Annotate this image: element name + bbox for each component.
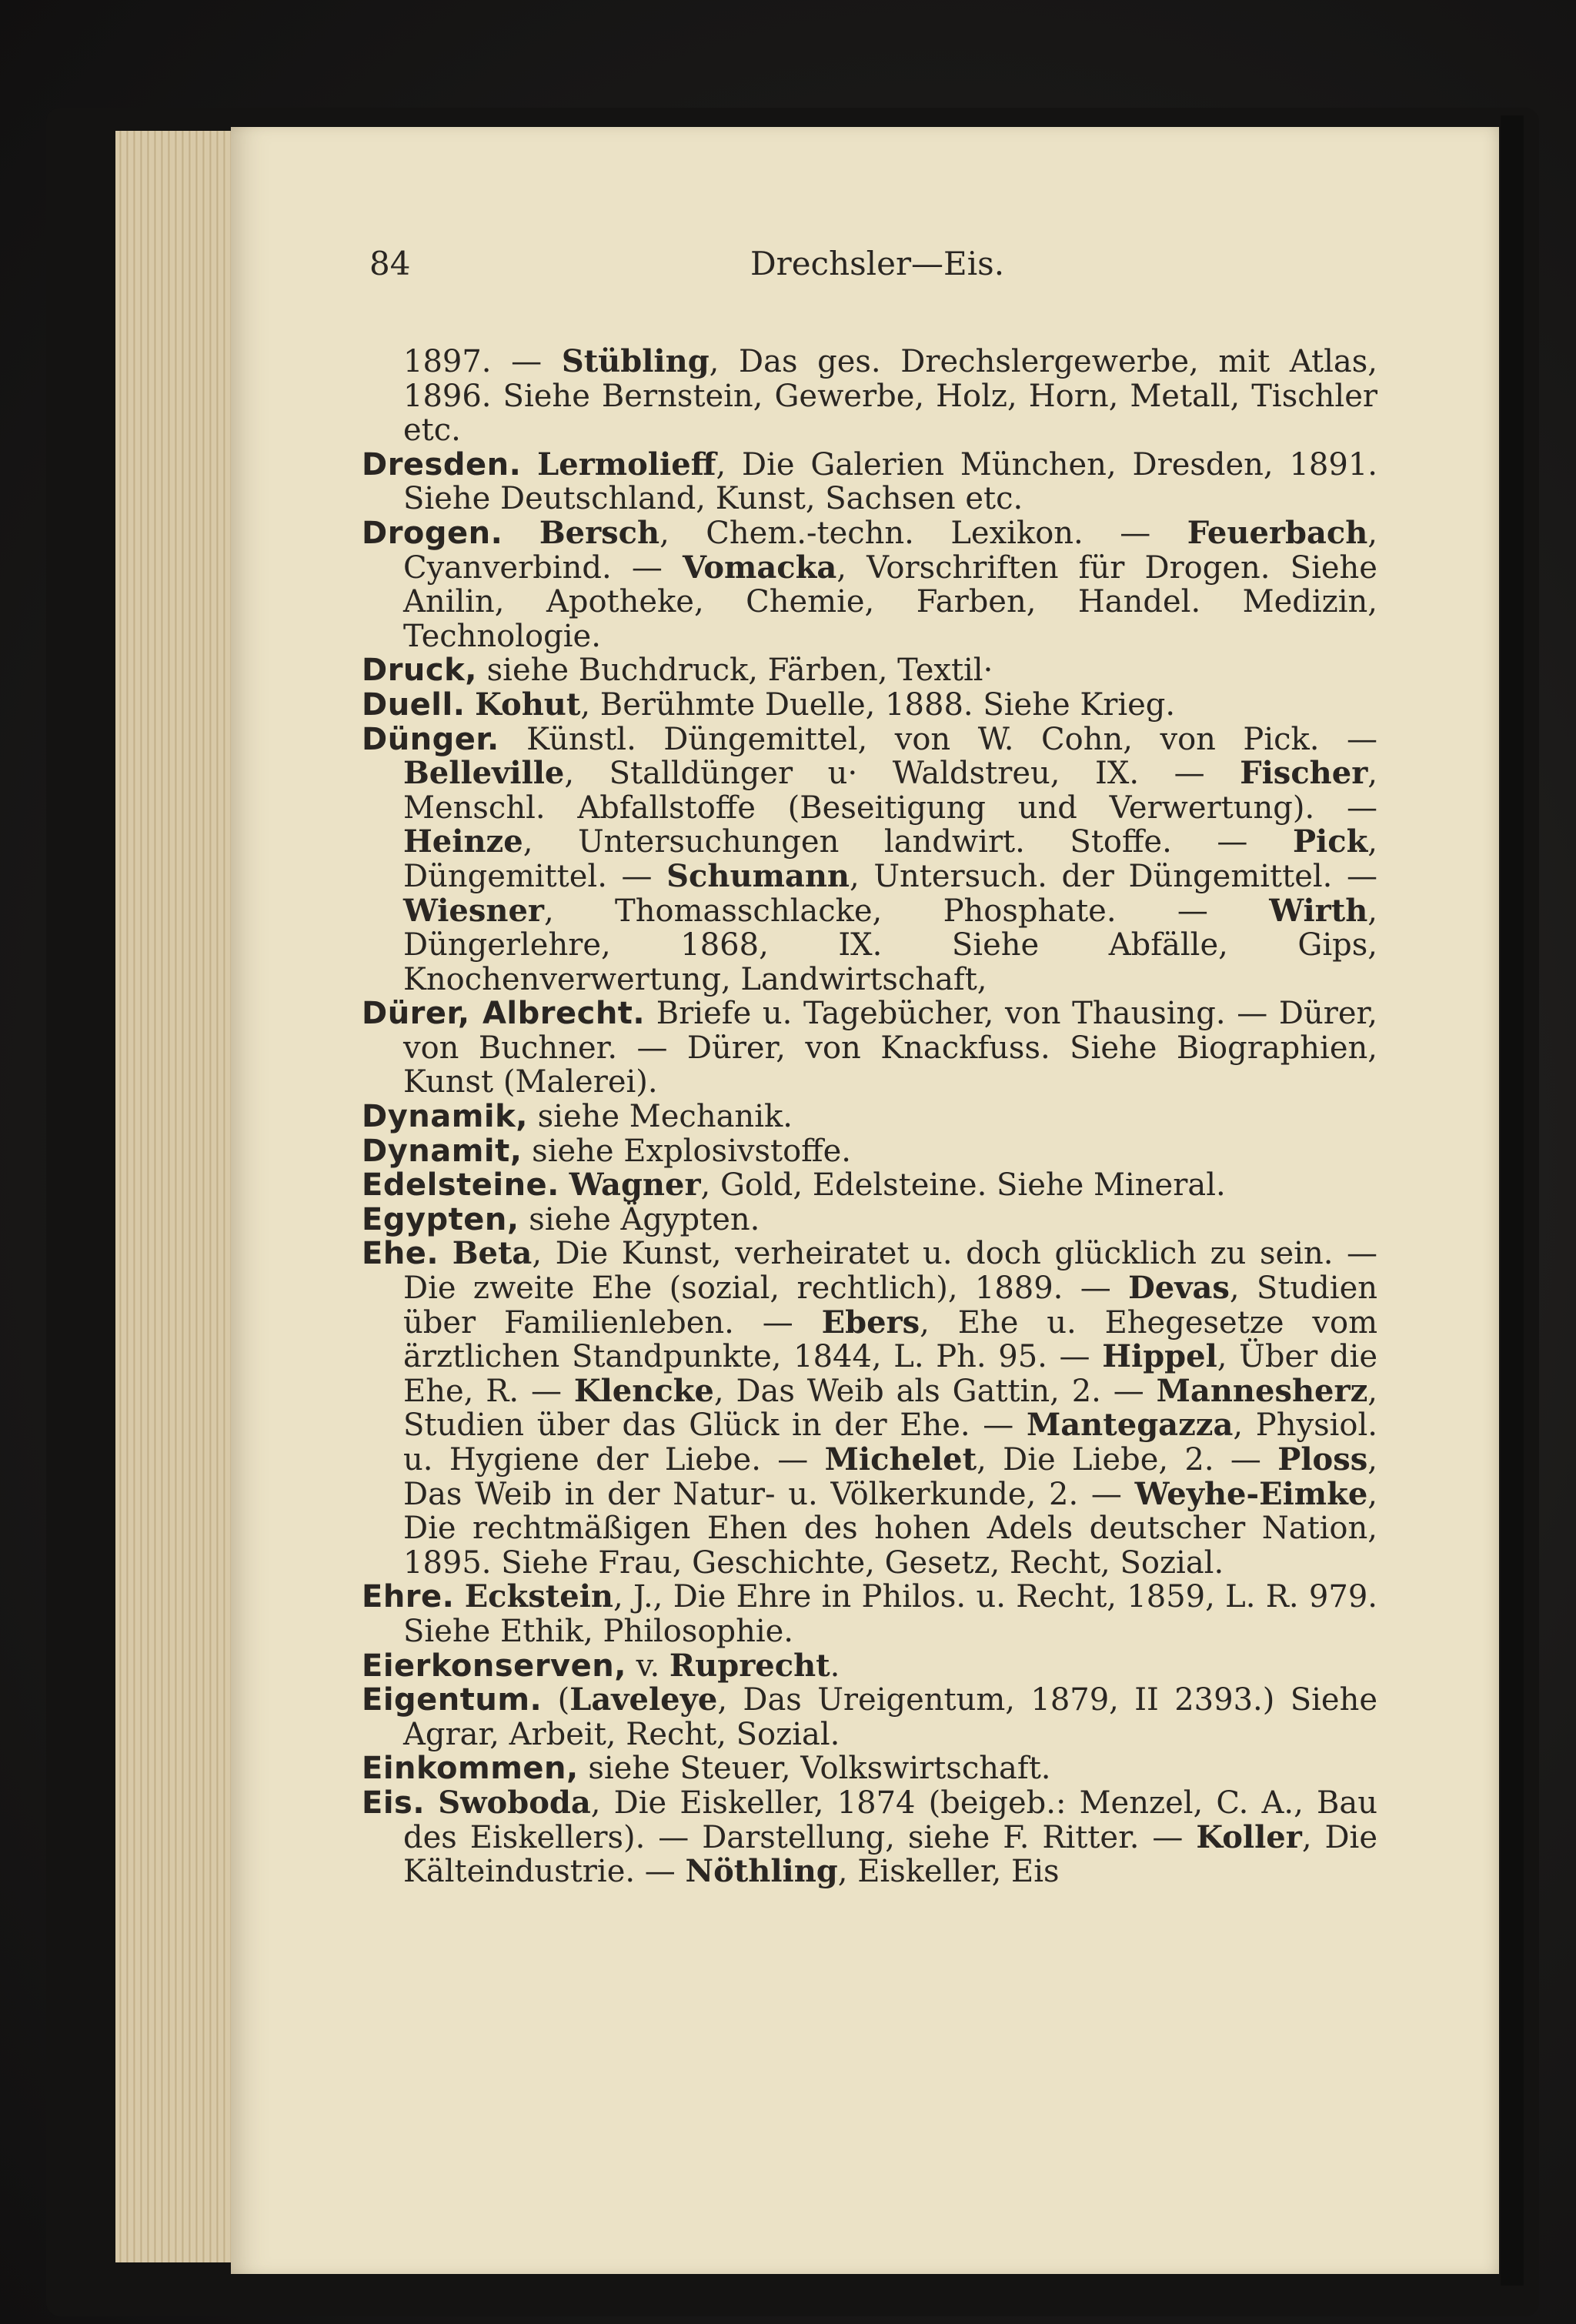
author-name: Pick (1292, 823, 1368, 860)
author-name: Kohut (475, 686, 581, 723)
headword: Dünger. (362, 721, 499, 757)
index-entry (362, 345, 1377, 448)
author-name: Wirth (1269, 892, 1368, 929)
author-name: Mannesherz (1156, 1372, 1368, 1409)
author-name: Schumann (666, 857, 850, 894)
entry-text: ( (542, 1682, 570, 1718)
entry-text: v. (626, 1648, 669, 1684)
headword: Einkommen, (362, 1751, 579, 1787)
index-entry (362, 1168, 1377, 1203)
index-entry (362, 1134, 1377, 1169)
running-head (369, 245, 1385, 291)
entry-text: . (830, 1648, 840, 1684)
entry-text: , Menschl. Abfallstoffe (Beseitigung und Verwertung). — (403, 756, 1377, 826)
author-name: Weyhe-Eimke (1134, 1475, 1368, 1512)
author-name: Nöthling (685, 1853, 838, 1890)
headword: Duell. (362, 686, 466, 723)
entry-text: , Physiol. u. Hygiene der Liebe. — (403, 1407, 1377, 1478)
index-entry (362, 1751, 1377, 1786)
entry-text: , Thomasschlacke, Phosphate. — (544, 893, 1270, 929)
headword: Egypten, (362, 1201, 519, 1237)
page-number: 84 (369, 245, 411, 282)
entry-text: , Die Kälteindustrie. — (403, 1819, 1377, 1890)
author-name: Heinze (403, 823, 523, 860)
index-entry (362, 997, 1377, 1100)
entry-text: , Die Liebe, 2. — (977, 1442, 1278, 1478)
index-entry (362, 448, 1377, 516)
index-entry (362, 1580, 1377, 1648)
entry-text: , Untersuch. der Düngemittel. — (849, 858, 1378, 894)
page-title: Drechsler—Eis. (750, 245, 1005, 282)
entry-text: siehe Explosivstoffe. (522, 1133, 851, 1169)
entry-text: , Vorschriften für Drogen. Siehe Anilin, Apotheke, Chemie, Farben, Handel. Medizin, Technologie. (403, 549, 1377, 654)
entry-text: , Ehe u. Ehegesetze vom ärztlichen Standpunkte, 1844, L. Ph. 95. — (403, 1304, 1377, 1375)
author-name: Eckstein (464, 1578, 613, 1615)
author-name: Feuerbach (1187, 514, 1368, 551)
entry-text: siehe Buchdruck, Färben, Textil· (476, 653, 993, 689)
entry-text: , Düngerlehre, 1868, IX. Siehe Abfälle, Gips, Knochenverwertung, Landwirtschaft, (403, 893, 1377, 997)
entry-text: , Das Weib als Gattin, 2. — (713, 1373, 1157, 1409)
author-name: Lermolieff (537, 446, 716, 482)
entry-text: , Die Galerien München, Dresden, 1891. Siehe Deutschland, Kunst, Sachsen etc. (403, 446, 1377, 517)
entry-text: , Chem.-techn. Lexikon. — (659, 515, 1187, 551)
index-text (362, 345, 1377, 1889)
headword: Ehe. (362, 1236, 439, 1272)
headword: Druck, (362, 653, 477, 689)
entry-text: , Die Kunst, verheiratet u. doch glücklich zu sein. — Die zweite Ehe (sozial, rechtlich), 1889. — (403, 1236, 1377, 1307)
entry-text: , Stalldünger u· Waldstreu, IX. — (564, 756, 1240, 792)
entry-text: Briefe u. Tagebücher, von Thausing. — Dürer, von Buchner. — Dürer, von Knackfuss. Siehe Biographien, Kunst (Malerei). (403, 996, 1377, 1100)
author-name: Beta (452, 1235, 533, 1272)
index-entry (362, 688, 1377, 723)
author-name: Devas (1128, 1270, 1230, 1307)
headword: Drogen. (362, 515, 503, 551)
entry-text: , Über die Ehe, R. — (403, 1339, 1378, 1409)
index-entry (362, 1786, 1377, 1889)
author-name: Hippel (1102, 1338, 1217, 1375)
entry-text: , Die Eiskeller, 1874 (beigeb.: Menzel, C. A., Bau des Eiskellers). — Darstellung, siehe F. Ritter. — (403, 1785, 1377, 1855)
author-name: Vomacka (683, 549, 837, 586)
entry-text: , Studien über das Glück in der Ehe. — (403, 1373, 1378, 1444)
index-entry (362, 1100, 1377, 1134)
headword: Eierkonserven, (362, 1648, 626, 1684)
author-name: Klencke (573, 1372, 714, 1409)
headword: Dresden. (362, 446, 522, 482)
author-name: Swoboda (438, 1784, 591, 1821)
entry-text: , Berühmte Duelle, 1888. Siehe Krieg. (580, 686, 1176, 723)
index-entry (362, 516, 1377, 653)
entry-text: , Eiskeller, Eis (837, 1854, 1060, 1890)
author-name: Laveleye (569, 1681, 718, 1718)
entry-text: , Das ges. Drechslergewerbe, mit Atlas, 1896. Siehe Bernstein, Gewerbe, Holz, Horn, Metall, Tischler etc. (403, 344, 1377, 449)
author-name: Ebers (821, 1304, 920, 1341)
index-entry (362, 723, 1377, 997)
author-name: Bersch (539, 514, 660, 551)
author-name: Wiesner (403, 892, 544, 929)
entry-text: , Düngemittel. — (403, 824, 1377, 894)
author-name: Stübling (561, 343, 710, 379)
entry-text: 1897. — (403, 344, 562, 379)
index-entry (362, 1683, 1377, 1751)
headword: Eis. (362, 1785, 426, 1821)
index-entry (362, 653, 1377, 688)
book-spine-shadow (1501, 115, 1524, 2286)
entry-text: , Das Ureigentum, 1879, II 2393.) Siehe Agrar, Arbeit, Recht, Sozial. (403, 1682, 1378, 1752)
author-name: Belleville (403, 755, 565, 792)
entry-text: siehe Ägypten. (519, 1201, 760, 1237)
headword: Edelsteine. (362, 1167, 559, 1204)
author-name: Michelet (824, 1441, 977, 1478)
entry-text: , Gold, Edelsteine. Siehe Mineral. (700, 1167, 1226, 1204)
entry-text: siehe Steuer, Volkswirtschaft. (578, 1751, 1051, 1787)
entry-text: , J., Die Ehre in Philos. u. Recht, 1859, L. R. 979. Siehe Ethik, Philosophie. (403, 1579, 1377, 1649)
headword: Eigentum. (362, 1682, 543, 1718)
headword: Ehre. (362, 1579, 455, 1615)
entry-text: , Studien über Familienleben. — (403, 1271, 1378, 1341)
entry-text: Künstl. Düngemittel, von W. Cohn, von Pick. — (499, 721, 1377, 757)
index-entry (362, 1649, 1377, 1684)
headword: Dynamik, (362, 1099, 528, 1135)
entry-text: , Das Weib in der Natur- u. Völkerkunde, 2. — (403, 1442, 1377, 1512)
author-name: Wagner (569, 1167, 701, 1204)
page-edges (115, 131, 239, 2262)
author-name: Fischer (1240, 755, 1368, 792)
author-name: Ruprecht (669, 1647, 830, 1684)
index-entry (362, 1203, 1377, 1237)
author-name: Koller (1196, 1818, 1302, 1855)
entry-text: , Untersuchungen landwirt. Stoffe. — (523, 824, 1293, 860)
headword: Dynamit, (362, 1133, 523, 1169)
headword: Dürer, Albrecht. (362, 996, 646, 1032)
author-name: Mantegazza (1026, 1407, 1234, 1444)
author-name: Ploss (1277, 1441, 1368, 1478)
entry-text: , Die rechtmäßigen Ehen des hohen Adels deutscher Nation, 1895. Siehe Frau, Geschichte, Gesetz, Recht, Sozial. (403, 1476, 1377, 1581)
entry-text: , Cyanverbind. — (403, 515, 1378, 586)
entry-text: siehe Mechanik. (527, 1099, 793, 1135)
index-entry (362, 1237, 1377, 1580)
